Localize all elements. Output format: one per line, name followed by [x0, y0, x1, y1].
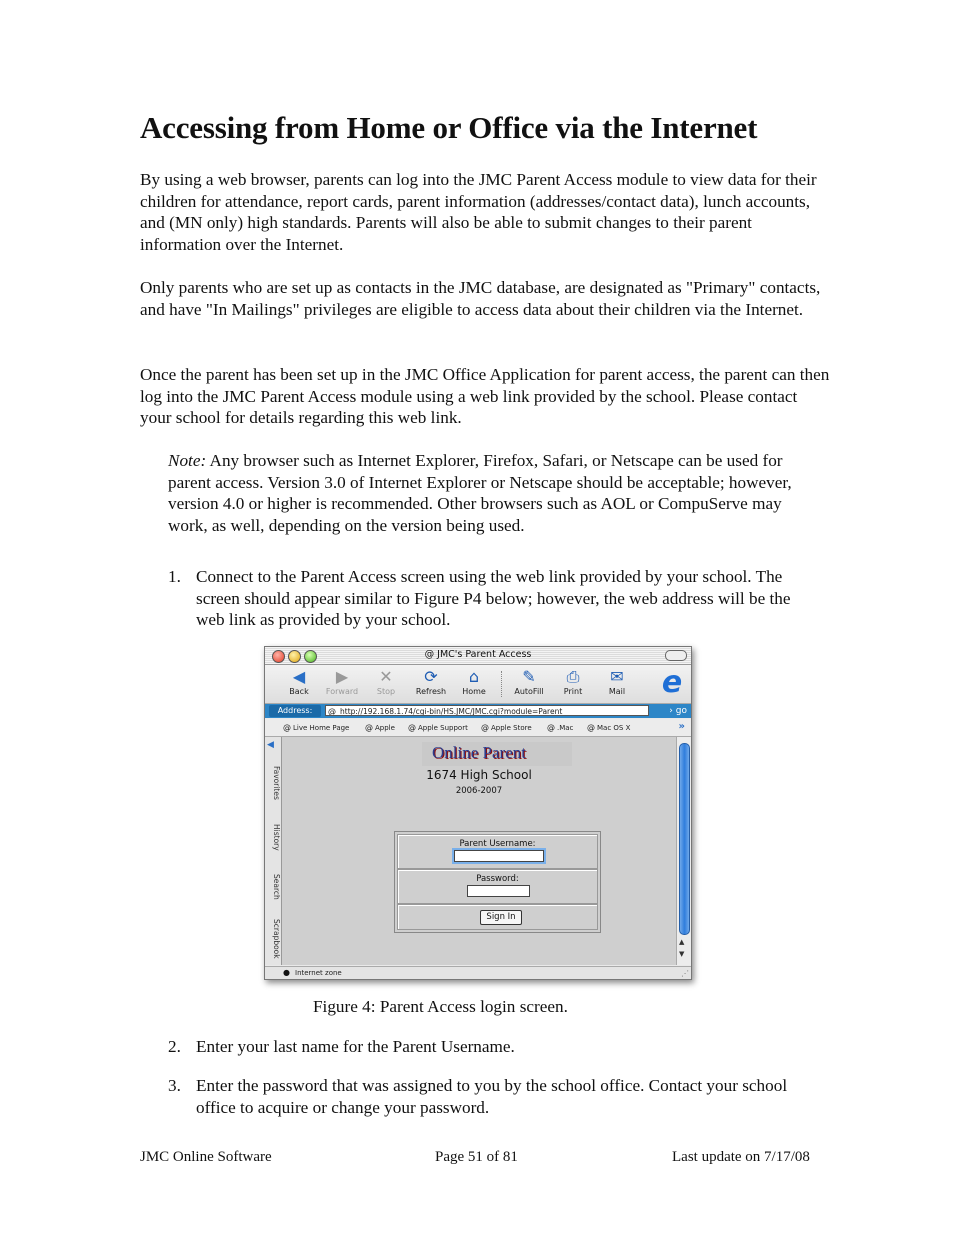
status-text: Internet zone	[295, 969, 342, 977]
address-bar	[265, 704, 691, 718]
more-favorites-icon[interactable]: »	[678, 721, 685, 732]
username-input[interactable]	[454, 850, 544, 862]
online-parent-title: Online Parent	[432, 743, 526, 762]
footer-left: JMC Online Software	[140, 1149, 272, 1165]
window-title-text: JMC's Parent Access	[437, 649, 532, 660]
figure-caption: Figure 4: Parent Access login screen.	[313, 997, 568, 1016]
sidebar-collapse-icon[interactable]: ◀	[267, 740, 274, 750]
scroll-thumb[interactable]	[679, 743, 690, 935]
favorite-link[interactable]: @ Apple Store	[481, 723, 532, 732]
print-button[interactable]: ⎙ Print	[553, 667, 593, 696]
signin-row	[397, 904, 598, 930]
mail-icon: ✉	[610, 667, 624, 686]
internet-zone-globe-icon: ●	[283, 968, 290, 977]
step-text: Connect to the Parent Access screen using the web link provided by your school. The screen should appear similar to Figure P4 below; however, the web address will be the web link as provided by your school.	[196, 567, 791, 630]
school-year: 2006-2007	[455, 786, 503, 796]
password-row	[397, 869, 598, 904]
stop-button[interactable]: ✕ Stop	[366, 667, 406, 696]
window-title	[265, 649, 691, 660]
refresh-button[interactable]: ⟳ Refresh	[411, 667, 451, 696]
vertical-scrollbar[interactable]	[676, 737, 691, 965]
note-text: Any browser such as Internet Explorer, Firefox, Safari, or Netscape can be used for parent access. Version 3.0 of Internet Explorer or Netscape should be acceptable; however, version 4.0 or higher is recommended. Other browsers such as AOL or CompuServe may work, as well, depending on the version being used.	[168, 451, 792, 536]
address-label: Address:	[269, 705, 321, 717]
eligibility-paragraph: Only parents who are set up as contacts in the JMC database, are designated as "Primary" contacts, and have "In Mailings" privileges are eligible to access data about their children via the Internet.	[140, 278, 821, 319]
favorite-link[interactable]: @ Apple Support	[408, 723, 468, 732]
favorite-link[interactable]: @ Apple	[365, 723, 395, 732]
bookmark-globe-icon: @	[481, 723, 489, 732]
printer-icon: ⎙	[566, 667, 580, 686]
back-button[interactable]: ◀ Back	[279, 667, 319, 696]
forward-button[interactable]: ▶ Forward	[322, 667, 362, 696]
tab-favorites[interactable]: Favorites	[272, 766, 281, 800]
forward-arrow-icon: ▶	[335, 667, 349, 686]
note-label: Note:	[168, 451, 207, 470]
username-label: Parent Username:	[459, 839, 536, 849]
favorite-link[interactable]: @ Live Home Page	[283, 723, 350, 732]
footer-update-date: Last update on 7/17/08	[672, 1149, 810, 1165]
step-number: 2.	[168, 1037, 181, 1056]
favorite-link[interactable]: @ .Mac	[547, 723, 574, 732]
page-heading: Accessing from Home or Office via the Internet	[140, 110, 758, 145]
bookmark-globe-icon: @	[408, 723, 416, 732]
footer-page-number: Page 51 of 81	[435, 1149, 518, 1165]
favorites-bar	[265, 719, 691, 737]
tab-scrapbook[interactable]: Scrapbook	[272, 919, 281, 959]
url-globe-icon: @	[328, 707, 336, 716]
toolbar-toggle-button[interactable]	[665, 650, 687, 661]
password-input[interactable]	[467, 885, 530, 897]
internet-explorer-logo-icon: e	[661, 665, 683, 700]
tab-search[interactable]: Search	[272, 874, 281, 900]
login-form	[394, 831, 601, 933]
address-url: http://192.168.1.74/cgi-bin/HS.JMC/JMC.cgi?module=Parent	[340, 707, 563, 716]
username-row	[397, 834, 598, 869]
browser-toolbar	[265, 665, 691, 704]
home-icon: ⌂	[468, 667, 480, 686]
step-text: Enter the password that was assigned to you by the school office. Contact your school office to acquire or change your password.	[196, 1076, 788, 1117]
step-number: 3.	[168, 1076, 181, 1095]
scroll-down-icon[interactable]: ▼	[679, 950, 685, 958]
status-bar	[265, 966, 691, 979]
favorite-link[interactable]: @ Mac OS X	[587, 723, 631, 732]
mail-button[interactable]: ✉ Mail	[597, 667, 637, 696]
school-name: 1674 High School	[426, 768, 532, 782]
browser-window-figure	[264, 646, 692, 980]
go-button[interactable]: › go	[669, 706, 687, 716]
back-arrow-icon: ◀	[292, 667, 306, 686]
address-input[interactable]	[325, 705, 649, 716]
tab-history[interactable]: History	[272, 823, 281, 851]
go-arrow-icon: ›	[669, 706, 673, 716]
bookmark-globe-icon: @	[365, 723, 373, 732]
browser-note	[168, 450, 818, 537]
setup-paragraph: Once the parent has been set up in the JMC Office Application for parent access, the parent can then log into the JMC Parent Access module using a web link provided by the school. Please contact your school for details regarding this web link.	[140, 365, 830, 428]
bookmark-globe-icon: @	[587, 723, 595, 732]
home-button[interactable]: ⌂ Home	[454, 667, 494, 696]
autofill-pen-icon: ✎	[522, 667, 536, 686]
resize-grip-icon[interactable]: ⋰	[681, 969, 689, 978]
title-bar	[265, 647, 691, 665]
stop-icon: ✕	[379, 667, 393, 686]
step-number: 1.	[168, 567, 181, 586]
toolbar-separator	[501, 671, 502, 697]
page-globe-icon: @	[424, 649, 435, 660]
bookmark-globe-icon: @	[283, 723, 291, 732]
refresh-icon: ⟳	[424, 667, 438, 686]
bookmark-globe-icon: @	[547, 723, 555, 732]
password-label: Password:	[476, 874, 519, 884]
scroll-up-icon[interactable]: ▲	[679, 938, 685, 946]
sign-in-button[interactable]: Sign In	[480, 910, 522, 925]
intro-paragraph: By using a web browser, parents can log into the JMC Parent Access module to view data for their children for attendance, report cards, parent information (addresses/contact data), lunch accounts, and (MN only) high standards. Parents will also be able to submit changes to their parent information over the Internet.	[140, 170, 817, 255]
web-page-content	[282, 737, 676, 965]
autofill-button[interactable]: ✎ AutoFill	[509, 667, 549, 696]
step-text: Enter your last name for the Parent Username.	[196, 1037, 515, 1056]
explorer-sidebar	[265, 737, 282, 965]
